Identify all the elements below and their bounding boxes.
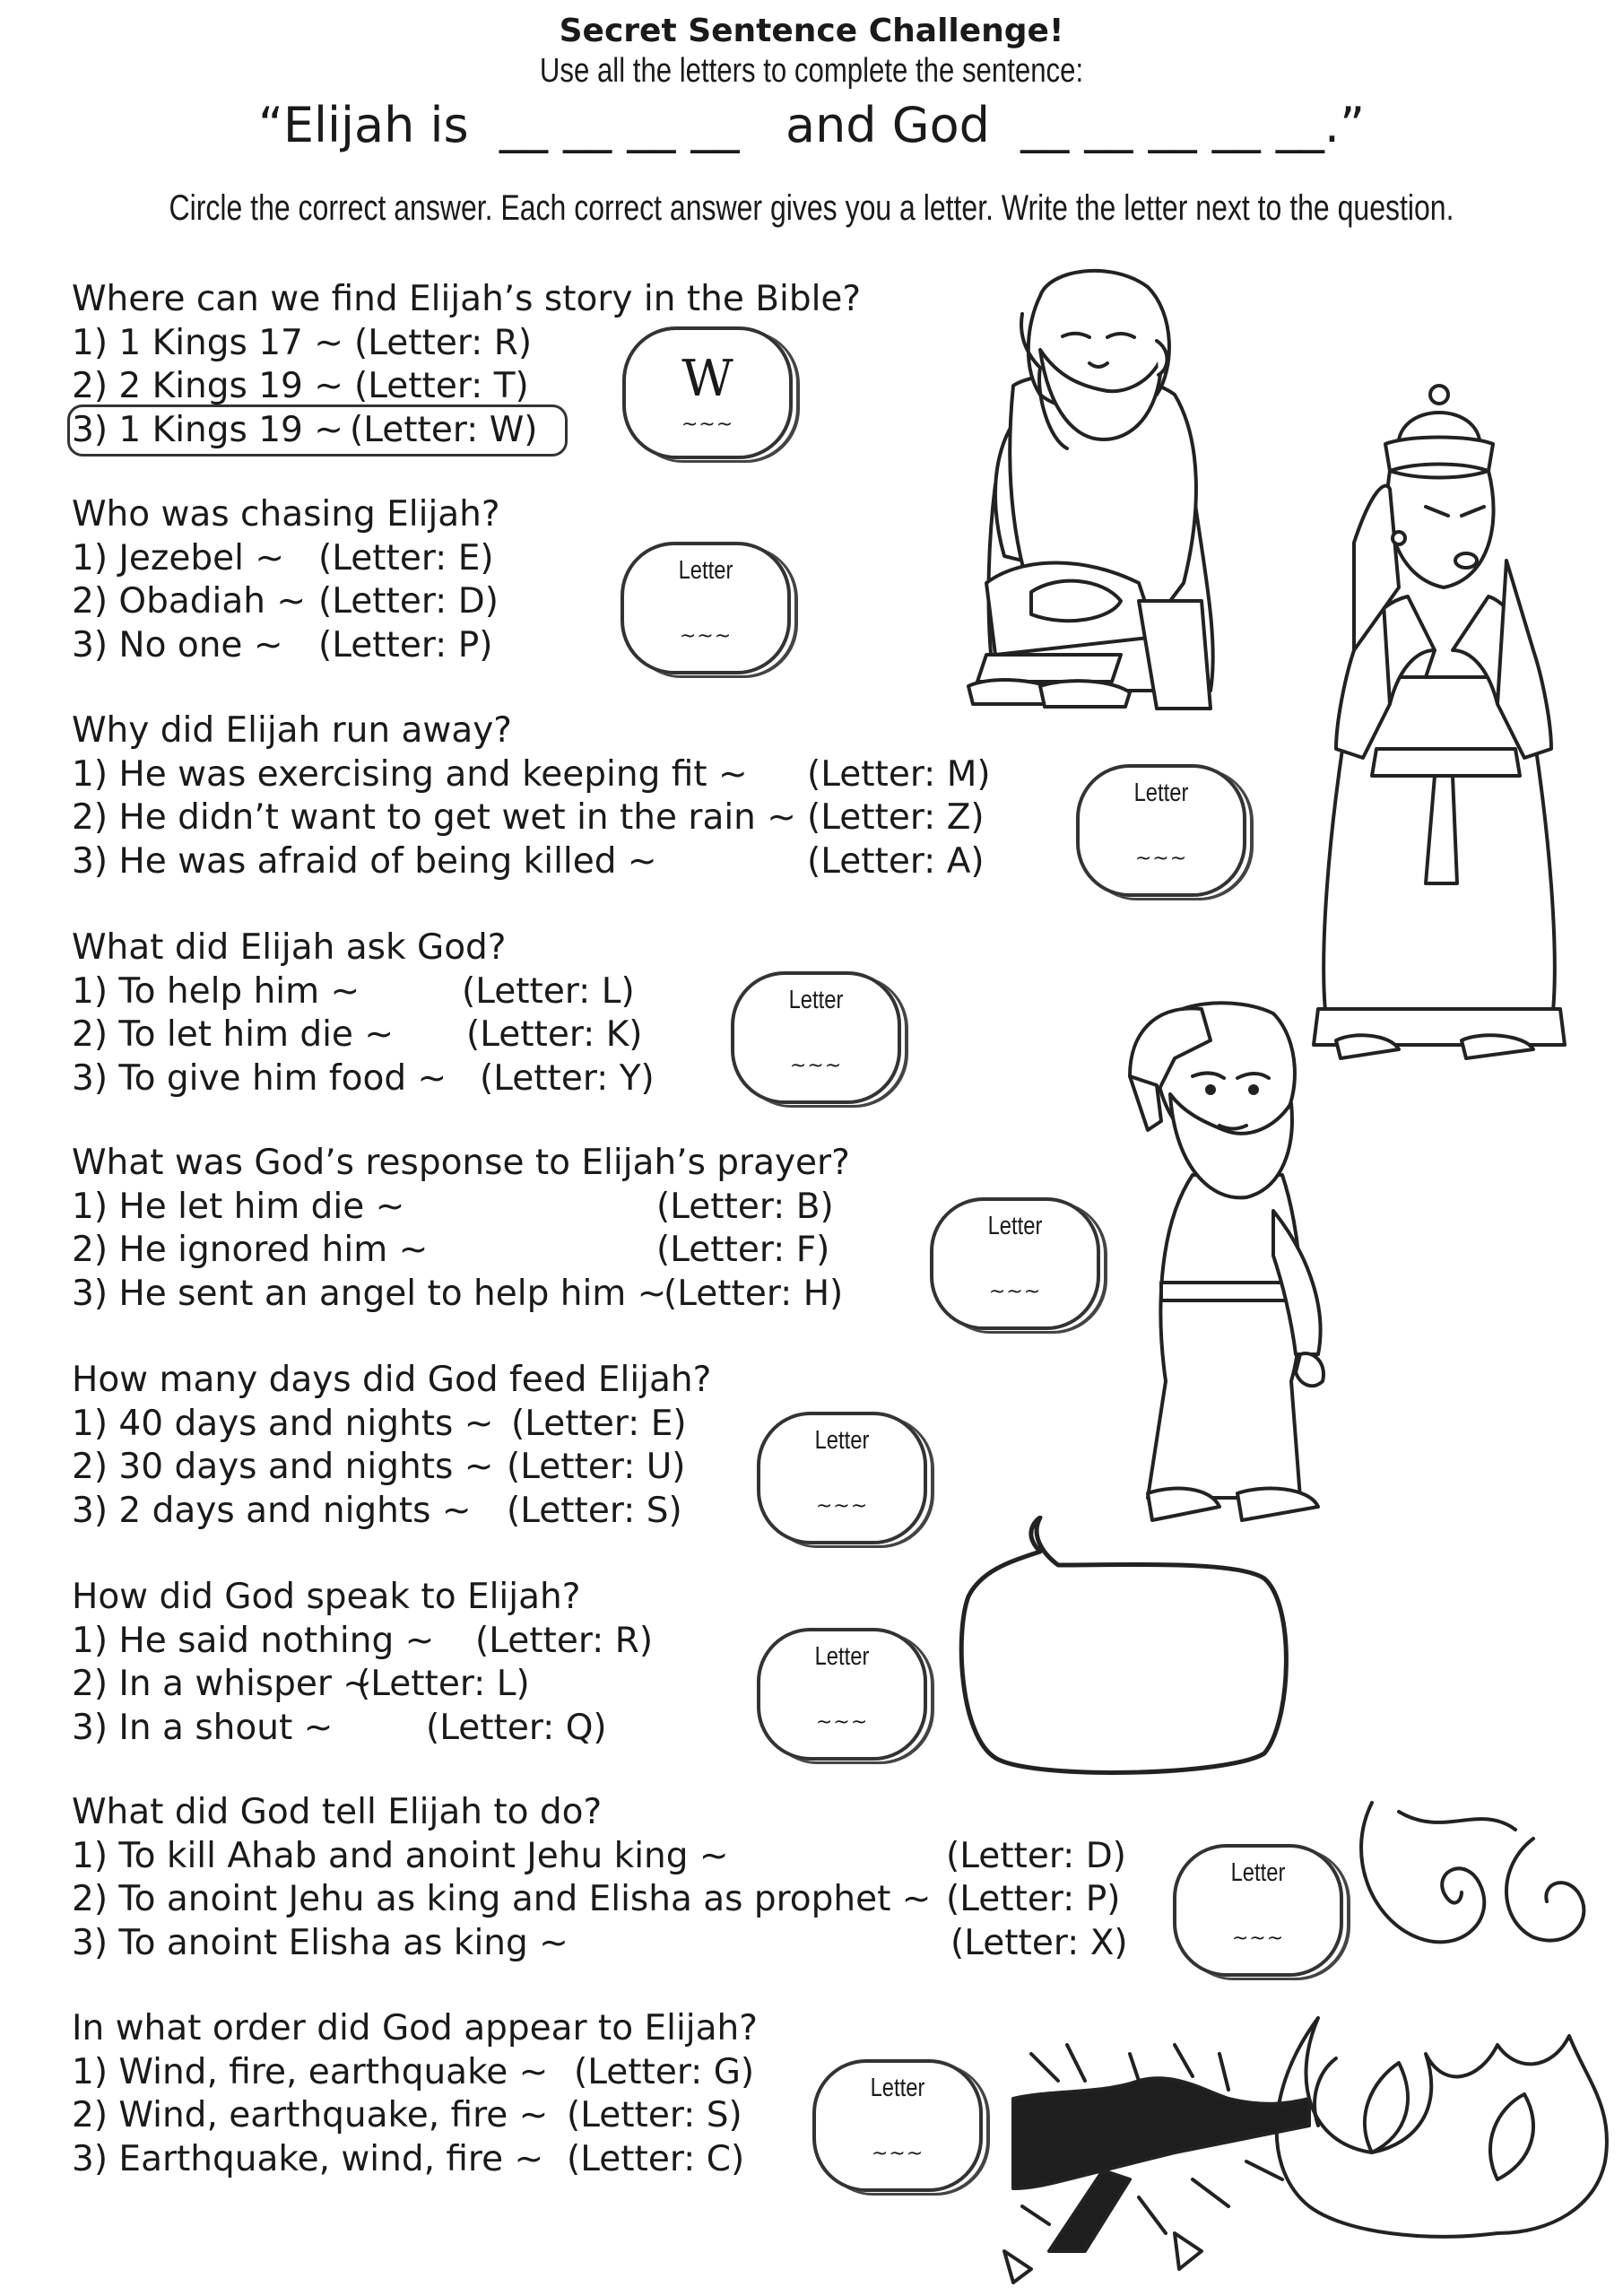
worksheet-title: Secret Sentence Challenge! [559,13,1064,49]
answer-option[interactable]: 3) No one ~ (Letter: P) [72,624,493,665]
answer-option[interactable]: 3) To anoint Elisha as king ~ (Letter: X) [72,1922,1128,1963]
answer-option[interactable]: 1) Wind, fire, earthquake ~ (Letter: G) [72,2051,755,2092]
sitting-elijah-illustration [933,260,1255,735]
question-block-7 [72,1576,654,1750]
answer-option[interactable]: 1) To kill Ahab and anoint Jehu king ~ (Letter: D) [72,1835,1126,1876]
answer-option[interactable]: 1) He was exercising and keeping fit ~ (Letter: M) [72,753,991,795]
answer-line: ~~~ [871,2143,924,2165]
question-text: How many days did God feed Elijah? [72,1360,712,1400]
letter-answer-box[interactable] [1076,764,1246,897]
letter-label: Letter [814,1642,870,1671]
question-text: Where can we find Elijah’s story in the Bible? [72,279,862,319]
question-text: Who was chasing Elijah? [72,494,500,535]
letter-answer-box[interactable] [621,542,791,674]
answer-line: ~~~ [815,1711,869,1734]
answer-option[interactable]: 3) 2 days and nights ~ (Letter: S) [72,1490,682,1531]
question-block-4 [72,926,655,1100]
question-text: Why did Elijah run away? [72,710,513,751]
answer-option[interactable]: 1) 40 days and nights ~ (Letter: E) [72,1403,687,1444]
letter-answer-box[interactable] [930,1197,1100,1330]
answer-option[interactable]: 2) He ignored him ~ (Letter: F) [72,1230,830,1270]
answer-option[interactable]: 1) He said nothing ~ (Letter: R) [72,1620,654,1661]
answer-option[interactable]: 2) In a whisper ~ (Letter: L) [72,1664,530,1704]
question-block-8 [72,1791,1128,1965]
letter-label: Letter [1133,778,1189,807]
answer-line: ~~~ [815,1495,869,1518]
answer-line: ~~~ [1231,1927,1285,1950]
question-block-3 [72,709,991,883]
letter-answer-box[interactable] [757,1412,927,1544]
question-block-5 [72,1142,850,1316]
answer-option[interactable]: 2) Wind, earthquake, fire ~ (Letter: S) [72,2095,742,2135]
question-text: What did God tell Elijah to do? [72,1792,603,1832]
answer-option[interactable]: 2) To let him die ~ (Letter: K) [72,1014,643,1055]
answer-option[interactable]: 1) Jezebel ~ (Letter: E) [72,537,494,578]
answer-line: ~~~ [789,1055,843,1077]
answer-line: ~~~ [1134,848,1188,870]
jezebel-illustration [1300,381,1578,1072]
question-block-2 [72,493,500,667]
letter-answer-box[interactable] [731,971,901,1104]
answer-option[interactable]: 3) He sent an angel to help him ~ (Letter: H) [72,1273,844,1314]
letter-label: Letter [1230,1858,1286,1887]
answer-option[interactable]: 1) To help him ~ (Letter: L) [72,970,635,1012]
letter-answer-box[interactable] [622,326,793,459]
letter-answer-box[interactable] [812,2059,983,2192]
answer-option[interactable]: 3) To give him food ~ (Letter: Y) [72,1057,655,1099]
question-block-6 [72,1359,711,1533]
question-block-9 [72,2007,758,2181]
speech-bubble [950,1516,1300,1785]
question-text: What did Elijah ask God? [72,927,507,968]
answer-option[interactable]: 2) 30 days and nights ~ (Letter: U) [72,1447,686,1487]
fire-earthquake-illustration [995,1785,1623,2287]
letter-label: Letter [678,556,733,585]
worksheet-subtitle: Use all the letters to complete the sentence: [539,52,1084,90]
answer-option[interactable]: 3) He was afraid of being killed ~ (Letter: A) [72,840,985,882]
instruction-text: Circle the correct answer. Each correct answer gives you a letter. Write the letter next to the question. [169,188,1454,228]
answer-option[interactable]: 2) 2 Kings 19 ~ (Letter: T) [72,366,529,406]
question-text: How did God speak to Elijah? [72,1577,581,1617]
secret-sentence: “Elijah is __ __ __ __ and God __ __ __ __ __.” [257,97,1366,153]
answer-option[interactable]: 2) He didn’t want to get wet in the rain ~ (Letter: Z) [72,797,985,838]
answer-letter: W [681,350,733,408]
letter-answer-box[interactable] [757,1628,927,1761]
letter-label: Letter [814,1426,870,1455]
letter-label: Letter [788,986,844,1014]
letter-label: Letter [987,1212,1043,1240]
answer-option[interactable]: 2) Obadiah ~ (Letter: D) [72,581,499,622]
question-text: In what order did God appear to Elijah? [72,2008,758,2048]
answer-option[interactable]: 3) In a shout ~ (Letter: Q) [72,1707,607,1748]
answer-line: ~~~ [988,1281,1042,1303]
answer-option[interactable]: 1) 1 Kings 17 ~ (Letter: R) [72,322,533,363]
answer-option[interactable]: 3) Earthquake, wind, fire ~ (Letter: C) [72,2138,745,2179]
letter-label: Letter [870,2074,925,2102]
question-text: What was God’s response to Elijah’s prayer? [72,1143,850,1183]
answer-option[interactable]: 2) To anoint Jehu as king and Elisha as prophet ~ (Letter: P) [72,1879,1121,1919]
answer-option[interactable]: 1) He let him die ~ (Letter: B) [72,1186,834,1227]
answer-option-circled[interactable]: 3) 1 Kings 19 ~ (Letter: W) [72,409,563,453]
answer-line: ~~~ [681,413,734,436]
walking-elijah-illustration [1076,996,1408,1534]
answer-line: ~~~ [679,625,733,648]
